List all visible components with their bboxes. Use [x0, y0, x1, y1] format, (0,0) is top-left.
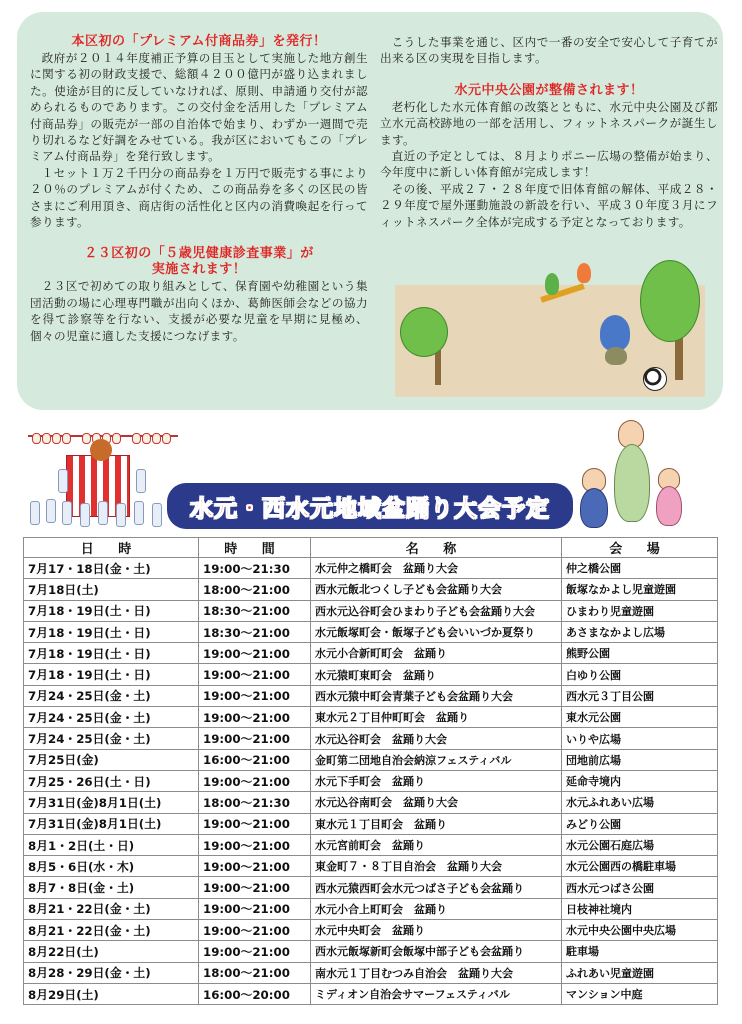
table-row	[24, 770, 718, 791]
cell-time: 19:00～21:00	[199, 834, 311, 855]
paragraph: 政府が２０１４年度補正予算の目玉として実施した地方創生に関する初の財政支援で、総額４２００億円が盛り込まれました。使途が目的に反していなければ、原則、申請通り交付が認められるものであります。この交付金を活用した「プレミアム付商品券」の販売が一部の自治体で始まり、わずか一週間で売り切れるなど好調をみせている。我が区においてもこの「プレミアム付商品券」を発行致します。	[30, 51, 368, 164]
cell-venue: マンション中庭	[562, 983, 718, 1004]
dancer-figure	[46, 499, 56, 523]
lantern-icon	[32, 433, 41, 444]
paragraph: こうした事業を通じ、区内で一番の安全で安心して子育てが出来る区の実現を目指します。	[380, 35, 718, 66]
table-row	[24, 962, 718, 983]
child-figure	[577, 263, 591, 283]
heading-health-checkup-line1: ２３区初の「５歳児健康診査事業」が	[84, 246, 314, 262]
table-row	[24, 558, 718, 579]
cell-date: 7月18・19日(土・日)	[24, 664, 199, 685]
cell-time: 19:00～21:00	[199, 643, 311, 664]
cell-time: 19:00～21:30	[199, 558, 311, 579]
cell-date: 8月28・29日(金・土)	[24, 962, 199, 983]
dancer-figure	[80, 503, 90, 527]
paragraph: 老朽化した水元体育館の改築とともに、水元中央公園及び都立水元高校跡地の一部を活用し、フィットネスパークが誕生します。	[380, 99, 718, 147]
column-header-date: 日 時	[24, 538, 199, 558]
cell-venue: 西水元つばさ公園	[562, 877, 718, 898]
lantern-icon	[132, 433, 141, 444]
cell-date: 7月18・19日(土・日)	[24, 600, 199, 621]
paragraph: ２３区で初めての取り組みとして、保育園や幼稚園という集団活動の場に心理専門職が出向くほか、葛飾医師会などの協力を得て診察等を行ない、支援が必要な児童を早期に見極め、個々の児童に適した支援につなげます。	[30, 279, 368, 343]
cell-name: 東水元１丁目町会 盆踊り	[311, 813, 562, 834]
cell-venue: ふれあい児童遊園	[562, 962, 718, 983]
cell-name: 西水元飯塚新町会飯塚中部子ども会盆踊り	[311, 941, 562, 962]
table-row	[24, 856, 718, 877]
dancer-figure	[116, 503, 126, 527]
cell-time: 18:00～21:30	[199, 792, 311, 813]
column-header-name: 名 称	[311, 538, 562, 558]
cell-venue: 仲之橋公園	[562, 558, 718, 579]
cell-time: 19:00～21:00	[199, 898, 311, 919]
cell-venue: 水元中央公園中央広場	[562, 920, 718, 941]
cell-name: 南水元１丁目むつみ自治会 盆踊り大会	[311, 962, 562, 983]
lantern-icon	[42, 433, 51, 444]
cell-venue: ひまわり児童遊園	[562, 600, 718, 621]
table-row	[24, 983, 718, 1004]
cell-name: 水元下手町会 盆踊り	[311, 770, 562, 791]
cell-date: 8月21・22日(金・土)	[24, 920, 199, 941]
cell-time: 19:00～21:00	[199, 707, 311, 728]
lantern-icon	[152, 433, 161, 444]
cell-name: 水元宮前町会 盆踊り	[311, 834, 562, 855]
schedule-title: 水元・西水元地域盆踊り大会予定	[190, 495, 550, 522]
table-row	[24, 813, 718, 834]
right-column	[380, 34, 718, 230]
lantern-icon	[52, 433, 61, 444]
girl-yukata	[656, 486, 682, 526]
cell-date: 7月24・25日(金・土)	[24, 685, 199, 706]
cell-time: 19:00～21:00	[199, 941, 311, 962]
cell-date: 7月31日(金)8月1日(土)	[24, 813, 199, 834]
table-row	[24, 877, 718, 898]
cell-date: 8月5・6日(水・木)	[24, 856, 199, 877]
heading-premium-voucher: 本区初の「プレミアム付商品券」を発行！	[71, 34, 327, 49]
cell-venue: 飯塚なかよし児童遊園	[562, 579, 718, 600]
cell-name: 水元込谷町会 盆踊り大会	[311, 728, 562, 749]
cell-date: 7月24・25日(金・土)	[24, 707, 199, 728]
table-body	[24, 558, 718, 1005]
table-row	[24, 749, 718, 770]
taiko-drum-icon	[90, 439, 112, 461]
table-header-row	[24, 538, 718, 558]
table-row	[24, 600, 718, 621]
cell-date: 7月25・26日(土・日)	[24, 770, 199, 791]
cell-venue: 水元公園西の橋駐車場	[562, 856, 718, 877]
bon-odori-schedule-table	[23, 537, 718, 1005]
cell-name: ミディオン自治会サマーフェスティバル	[311, 983, 562, 1004]
cell-name: 西水元猿中町会青葉子ども会盆踊り大会	[311, 685, 562, 706]
table-row	[24, 898, 718, 919]
cell-date: 8月1・2日(土・日)	[24, 834, 199, 855]
cell-name: 水元仲之橋町会 盆踊り大会	[311, 558, 562, 579]
column-header-time: 時 間	[199, 538, 311, 558]
lantern-icon	[82, 433, 91, 444]
cell-date: 7月17・18日(金・土)	[24, 558, 199, 579]
cell-time: 19:00～21:00	[199, 813, 311, 834]
cell-venue: 団地前広場	[562, 749, 718, 770]
cell-date: 7月24・25日(金・土)	[24, 728, 199, 749]
heading-central-park: 水元中央公園が整備されます！	[454, 82, 644, 98]
boy-yukata	[580, 488, 608, 528]
lantern-icon	[62, 433, 71, 444]
tree-icon	[400, 307, 448, 357]
cell-venue: 熊野公園	[562, 643, 718, 664]
dancer-figure	[58, 469, 68, 493]
paragraph: 直近の予定としては、８月よりポニー広場の整備が始まり、今年度中に新しい体育館が完成します！	[380, 149, 718, 180]
lantern-icon	[112, 433, 121, 444]
child-kicking-ball	[600, 315, 630, 351]
kids-yukata-illustration	[578, 420, 688, 530]
paragraph: １セット１万２千円分の商品券を１万円で販売する事により２０％のプレミアムが付くため、この商品券を多くの区民の皆さまにご利用頂き、商店街の活性化と区内の消費喚起を行って参ります。	[30, 165, 368, 230]
table-row	[24, 664, 718, 685]
cell-name: 西水元猿西町会水元つばさ子ども会盆踊り	[311, 877, 562, 898]
dancer-figure	[98, 501, 108, 525]
cell-name: 水元飯塚町会・飯塚子ども会いいづか夏祭り	[311, 621, 562, 642]
heading-health-checkup-line2: 実施されます！	[151, 262, 247, 278]
table-row	[24, 792, 718, 813]
cell-name: 東水元２丁目仲町町会 盆踊り	[311, 707, 562, 728]
cell-date: 8月22日(土)	[24, 941, 199, 962]
cell-time: 18:30～21:00	[199, 600, 311, 621]
cell-date: 8月7・8日(金・土)	[24, 877, 199, 898]
cell-time: 19:00～21:00	[199, 728, 311, 749]
table-row	[24, 579, 718, 600]
cell-time: 19:00～21:00	[199, 856, 311, 877]
dancer-figure	[136, 469, 146, 493]
lantern-icon	[162, 433, 171, 444]
cell-name: 西水元飯北つくし子ども会盆踊り大会	[311, 579, 562, 600]
cell-venue: みどり公園	[562, 813, 718, 834]
girl-yukata	[614, 444, 650, 522]
soccer-ball-icon	[643, 367, 667, 391]
cell-name: 水元込谷南町会 盆踊り大会	[311, 792, 562, 813]
cell-name: 水元中央町会 盆踊り	[311, 920, 562, 941]
cell-time: 18:30～21:00	[199, 621, 311, 642]
table-row	[24, 621, 718, 642]
left-column	[30, 34, 368, 344]
table-row	[24, 707, 718, 728]
park-illustration	[395, 285, 705, 397]
table-row	[24, 643, 718, 664]
cell-venue: いりや広場	[562, 728, 718, 749]
table-row	[24, 941, 718, 962]
paragraph: その後、平成２７・２８年度で旧体育館の解体、平成２８・２９年度で屋外運動施設の新設を行い、平成３０年度３月にフィットネスパーク全体が完成する予定となっております。	[380, 181, 718, 229]
cell-date: 7月31日(金)8月1日(土)	[24, 792, 199, 813]
table-row	[24, 834, 718, 855]
cell-venue: 東水元公園	[562, 707, 718, 728]
cell-date: 8月29日(土)	[24, 983, 199, 1004]
cell-date: 8月21・22日(金・土)	[24, 898, 199, 919]
cell-venue: 延命寺境内	[562, 770, 718, 791]
cell-name: 水元小合上町町会 盆踊り	[311, 898, 562, 919]
child-figure	[545, 273, 559, 295]
table-row	[24, 685, 718, 706]
child-shorts	[605, 347, 627, 365]
cell-venue: 駐車場	[562, 941, 718, 962]
cell-date: 7月18日(土)	[24, 579, 199, 600]
cell-venue: 水元ふれあい広場	[562, 792, 718, 813]
festival-stage-illustration	[28, 425, 178, 525]
cell-name: 西水元込谷町会ひまわり子ども会盆踊り大会	[311, 600, 562, 621]
cell-time: 19:00～21:00	[199, 920, 311, 941]
cell-time: 16:00～21:00	[199, 749, 311, 770]
cell-time: 19:00～21:00	[199, 664, 311, 685]
cell-time: 19:00～21:00	[199, 770, 311, 791]
dancer-figure	[62, 501, 72, 525]
cell-time: 18:00～21:00	[199, 962, 311, 983]
cell-time: 19:00～21:00	[199, 877, 311, 898]
cell-name: 金町第二団地自治会納涼フェスティバル	[311, 749, 562, 770]
dancer-figure	[30, 501, 40, 525]
column-header-venue: 会 場	[562, 538, 718, 558]
schedule-title-banner	[170, 486, 570, 526]
cell-time: 18:00～21:00	[199, 579, 311, 600]
cell-date: 7月18・19日(土・日)	[24, 643, 199, 664]
table-row	[24, 728, 718, 749]
cell-name: 水元小合新町町会 盆踊り	[311, 643, 562, 664]
dancer-figure	[152, 503, 162, 527]
cell-venue: 西水元３丁目公園	[562, 685, 718, 706]
dancer-figure	[134, 501, 144, 525]
cell-venue: 日枝神社境内	[562, 898, 718, 919]
tree-icon	[640, 260, 700, 342]
cell-venue: あさまなかよし広場	[562, 621, 718, 642]
cell-time: 19:00～21:00	[199, 685, 311, 706]
table-row	[24, 920, 718, 941]
cell-name: 水元猿町東町会 盆踊り	[311, 664, 562, 685]
cell-date: 7月18・19日(土・日)	[24, 621, 199, 642]
cell-date: 7月25日(金)	[24, 749, 199, 770]
cell-venue: 水元公園石庭広場	[562, 834, 718, 855]
cell-time: 16:00～20:00	[199, 983, 311, 1004]
cell-venue: 白ゆり公園	[562, 664, 718, 685]
cell-name: 東金町７・８丁目自治会 盆踊り大会	[311, 856, 562, 877]
lantern-icon	[142, 433, 151, 444]
